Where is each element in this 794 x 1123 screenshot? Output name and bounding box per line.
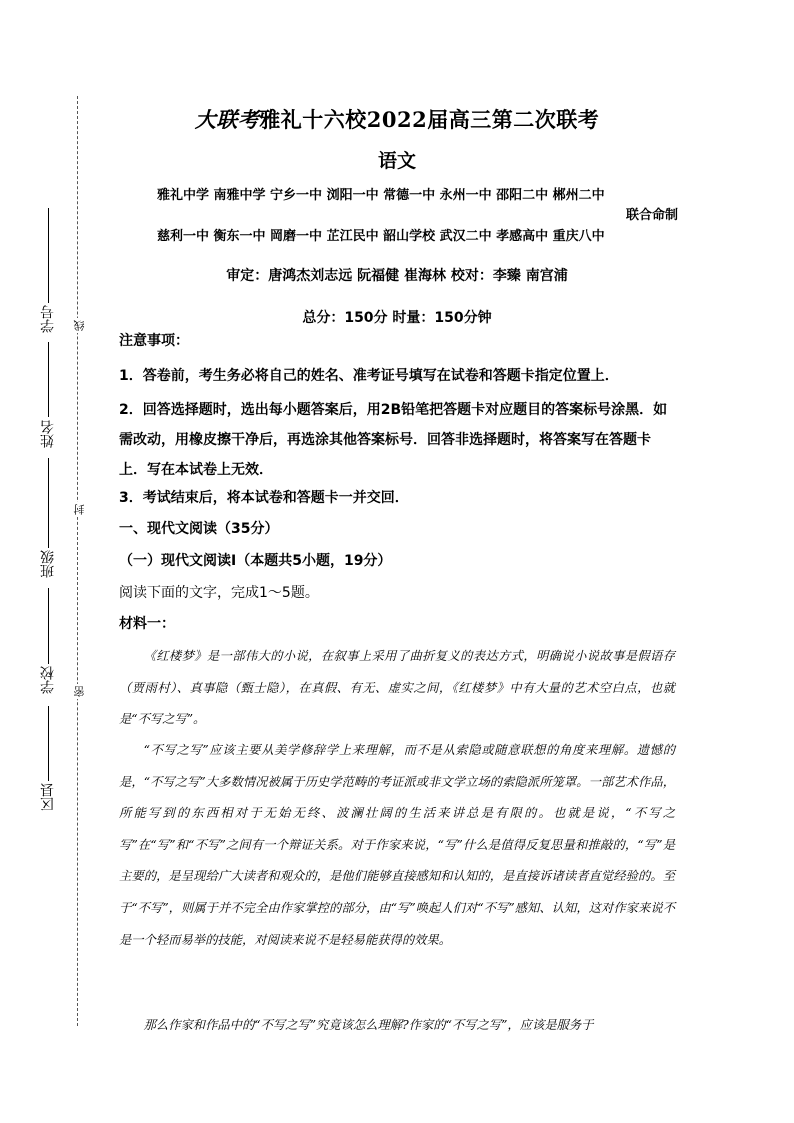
seal-char-line: 线 [73,320,86,331]
exam-title [0,104,794,134]
seal-char-secret: 密 [73,686,86,697]
schools-line-2: 慈利一中 衡东一中 岡磨一中 芷江民中 韶山学校 武汉二中 孝感高中 重庆八中 [157,229,605,244]
paragraph-text: 《红楼梦》是一部伟大的小说，在叙事上采用了曲折复义的表达方式，明确说小说故事是假语存（贾雨村）、真事隐（甄士隐），在真假、有无、虚实之间，《红楼梦》中有大量的艺术空白点，也就是“不写之写”。 [119,649,675,727]
name-label: 姓名 [40,420,56,448]
material-paragraph-2 [119,735,675,956]
binding-dashed-line [77,96,78,1026]
note-item-1: 1．答卷前，考生务必将自己的姓名、准考证号填写在试卷和答题卡指定位置上． [119,368,619,384]
student-id-blank [48,208,49,303]
subject-title: 语文 [377,150,416,172]
material-label: 材料一： [119,616,175,632]
joint-authorship-label: 联合命制 [626,208,679,223]
score-time-line: 总分：150分 时量：150分钟 [302,310,492,326]
material-paragraph-3 [119,1010,675,1042]
student-id-label: 学号 [40,305,56,333]
subsection-heading: （一）现代文阅读Ⅰ（本题共5小题，19分） [119,553,392,569]
seal-char-seal: 封 [73,504,86,515]
note-item-3: 3．考试结束后，将本试卷和答题卡一并交回． [119,490,409,506]
name-blank [48,342,49,417]
reading-instruction: 阅读下面的文字，完成1～5题。 [119,585,319,601]
reviewers-line: 审定：唐鸿杰刘志远 阮福健 崔海林 校对：李臻 南宫浦 [226,268,568,284]
note-item-2: 2．回答选择题时，选出每小题答案后，用2B铅笔把答题卡对应题目的答案标号涂黑．如需改动，用橡皮擦干净后，再选涂其他答案标号．回答非选择题时，将答案写在答题卡上．写在本试卷上无效． [119,402,668,478]
school-blank [48,588,49,664]
district-blank [48,706,49,781]
district-label: 区县 [40,783,56,811]
school-label: 学校 [40,666,56,694]
class-blank [48,458,49,548]
exam-title-text: 雅礼十六校2022届高三第二次联考 [259,107,600,132]
notes-title: 注意事项： [119,333,189,349]
section-heading: 一、现代文阅读（35分） [119,521,279,537]
exam-brand: 大联考 [194,107,260,132]
class-label: 班级 [40,550,56,578]
schools-line-1: 雅礼中学 南雅中学 宁乡一中 浏阳一中 常德一中 永州一中 邵阳二中 郴州二中 [157,188,605,203]
paragraph-text: “不写之写”应该主要从美学修辞学上来理解，而不是从索隐或随意联想的角度来理解。遗憾的是，“不写之写”大多数情况被属于历史学范畴的考证派或非文学立场的索隐派所笼罩。一部艺术作品，所能写到的东西相对于无始无终、波澜壮阔的生活来讲总是有限的。也就是说，“不写之写”在“写”和“不写”之间有一个辩证关系。对于作家来说，“写”什么是值得反复思量和推敲的，“写”是主要的，是呈现给广大读者和观众的，是他们能够直接感知和认知的，是直接诉诸读者直觉经验的。至于“不写”，则属于并不完全由作家掌控的部分，由“写”唤起人们对“不写”感知、认知，这对作家来说不是一个轻而易举的技能，对阅读来说不是轻易能获得的效果。 [119,743,675,947]
paragraph-text: 那么作家和作品中的“不写之写”究竟该怎么理解?作家的“不写之写”，应该是服务于 [143,1018,594,1032]
material-paragraph-1 [119,641,675,736]
